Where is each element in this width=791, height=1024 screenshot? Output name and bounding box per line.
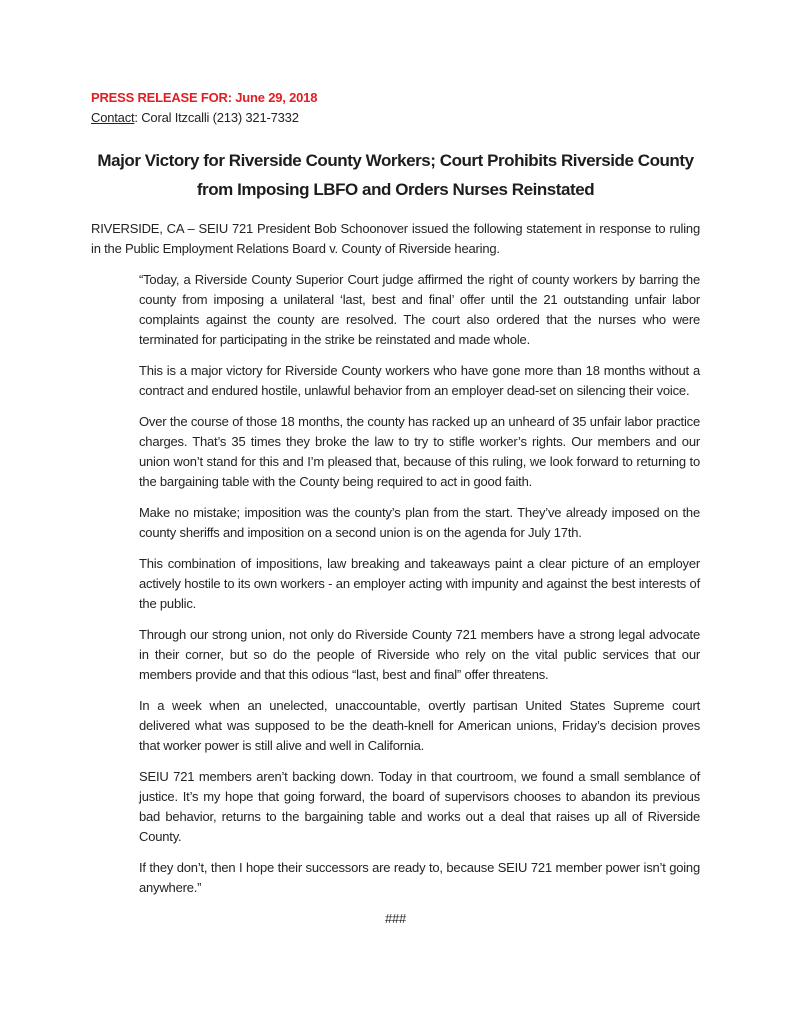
statement-paragraph: Make no mistake; imposition was the county’s plan from the start. They’ve already imposed on the county sheriffs and imposition on a second union is on the agenda for July 17th.	[139, 505, 700, 540]
contact-value: : Coral Itzcalli (213) 321-7332	[134, 110, 299, 125]
statement-paragraph: Through our strong union, not only do Riverside County 721 members have a strong legal advocate in their corner, but so do the people of Riverside who rely on the vital public services that our members provide and that this odious “last, best and final” offer threatens.	[139, 627, 700, 682]
contact-label: Contact	[91, 110, 135, 125]
statement-paragraph: This is a major victory for Riverside County workers who have gone more than 18 months without a contract and endured hostile, unlawful behavior from an employer dead-set on silencing their voice.	[139, 363, 700, 398]
statement-body	[91, 270, 700, 898]
statement-paragraph: SEIU 721 members aren’t backing down. Today in that courtroom, we found a small semblance of justice. It’s my hope that going forward, the board of supervisors chooses to abandon its previous bad behavior, returns to the bargaining table and works out a deal that raises up all of Riverside County.	[139, 769, 700, 844]
page-title: Major Victory for Riverside County Workers; Court Prohibits Riverside County from Imposing LBFO and Orders Nurses Reinstated	[97, 151, 694, 199]
end-mark: ###	[384, 911, 407, 926]
statement-paragraph: Over the course of those 18 months, the county has racked up an unheard of 35 unfair labor practice charges. That’s 35 times they broke the law to try to stifle worker’s rights. Our members and our union won’t stand for this and I’m pleased that, because of this ruling, we look forward to returning to the bargaining table with the County being required to act in good faith.	[139, 414, 700, 489]
statement-paragraph: “Today, a Riverside County Superior Court judge affirmed the right of county workers by barring the county from imposing a unilateral ‘last, best and final’ offer until the 21 outstanding unfair labor complaints against the county are resolved. The court also ordered that the nurses who were terminated for participating in the strike be reinstated and made whole.	[139, 272, 700, 347]
statement-paragraph: This combination of impositions, law breaking and takeaways paint a clear picture of an employer actively hostile to its own workers - an employer acting with impunity and against the best interests of the public.	[139, 556, 700, 611]
press-release-date-line: PRESS RELEASE FOR: June 29, 2018	[91, 90, 318, 105]
statement-paragraph: If they don’t, then I hope their successors are ready to, because SEIU 721 member power isn’t going anywhere.”	[139, 860, 700, 895]
statement-paragraph: In a week when an unelected, unaccountable, overtly partisan United States Supreme court delivered what was supposed to be the death-knell for American unions, Friday’s decision proves that worker power is still alive and well in California.	[139, 698, 700, 753]
contact-line	[91, 108, 700, 128]
intro-paragraph: RIVERSIDE, CA – SEIU 721 President Bob Schoonover issued the following statement in response to ruling in the Public Employment Relations Board v. County of Riverside hearing.	[91, 221, 700, 256]
